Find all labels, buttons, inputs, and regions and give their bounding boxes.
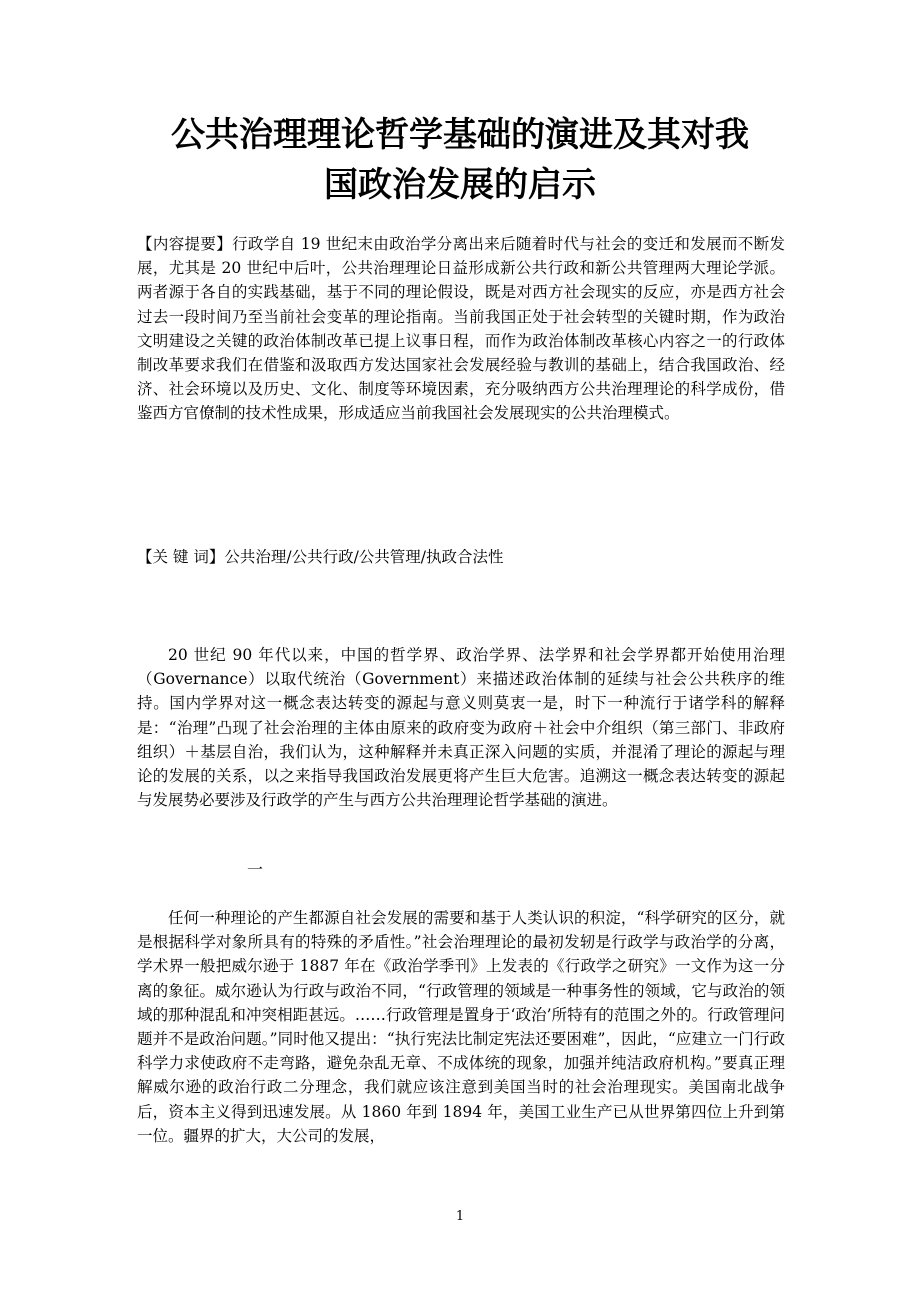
section-heading-number: 一 [247, 860, 264, 879]
document-title-line-1: 公共治理理论哲学基础的演进及其对我 [171, 115, 749, 155]
document-title-line-2: 国政治发展的启示 [324, 165, 596, 205]
body-paragraph-section-one: 任何一种理论的产生都源自社会发展的需要和基于人类认识的积淀，“科学研究的区分，就是根据科学对象所具有的特殊的矛盾性。”社会治理理论的最初发轫是行政学与政治学的分离，学术界一般把威尔逊于 1887 年在《政治学季刊》上发表的《行政学之研究》一文作为这一分离的象征。威尔逊认为行政与政治不同，“行政管理的领域是一种事务性的领域，它与政治的领域的那种混乱和冲突相距甚远。……行政管理是置身于‘政治’所特有的范围之外的。行政管理问题并不是政治问题。”同时他又提出：“执行宪法比制定宪法还要困难”，因此，“应建立一门行政科学力求使政府不走弯路，避免杂乱无章、不成体统的现象，加强并纯洁政府机构。”要真正理解威尔逊的政治行政二分理念，我们就应该注意到美国当时的社会治理现实。美国南北战争后，资本主义得到迅速发展。从 1860 年到 1894 年，美国工业生产已从世界第四位上升到第一位。疆界的扩大，大公司的发展， [137, 909, 785, 1145]
abstract-paragraph: 【内容提要】行政学自 19 世纪末由政治学分离出来后随着时代与社会的变迁和发展而不断发展，尤其是 20 世纪中后叶，公共治理理论日益形成新公共行政和新公共管理两大理论学派。两者源于各自的实践基础，基于不同的理论假设，既是对西方社会现实的反应，亦是西方社会过去一段时间乃至当前社会变革的理论指南。当前我国正处于社会转型的关键时期，作为政治文明建设之关键的政治体制改革已提上议事日程，而作为政治体制改革核心内容之一的行政体制改革要求我们在借鉴和汲取西方发达国家社会发展经验与教训的基础上，结合我国政治、经济、社会环境以及历史、文化、制度等环境因素，充分吸纳西方公共治理理论的科学成份，借鉴西方官僚制的技术性成果，形成适应当前我国社会发展现实的公共治理模式。 [137, 235, 785, 423]
body-paragraph-intro: 20 世纪 90 年代以来，中国的哲学界、政治学界、法学界和社会学界都开始使用治理（Governance）以取代统治（Government）来描述政治体制的延续与社会公共秩序的维持。国内学界对这一概念表达转变的源起与意义则莫衷一是，时下一种流行于诸学科的解释是：“治理”凸现了社会治理的主体由原来的政府变为政府＋社会中介组织（第三部门、非政府组织）＋基层自治，我们认为，这种解释并未真正深入问题的实质，并混淆了理论的源起与理论的发展的关系，以之来指导我国政治发展更将产生巨大危害。追溯这一概念表达转变的源起与发展势必要涉及行政学的产生与西方公共治理理论哲学基础的演进。 [137, 646, 785, 810]
keywords-line: 【关 键 词】公共治理/公共行政/公共管理/执政合法性 [137, 548, 504, 566]
page-number: 1 [455, 1209, 465, 1224]
document-title [100, 110, 820, 210]
